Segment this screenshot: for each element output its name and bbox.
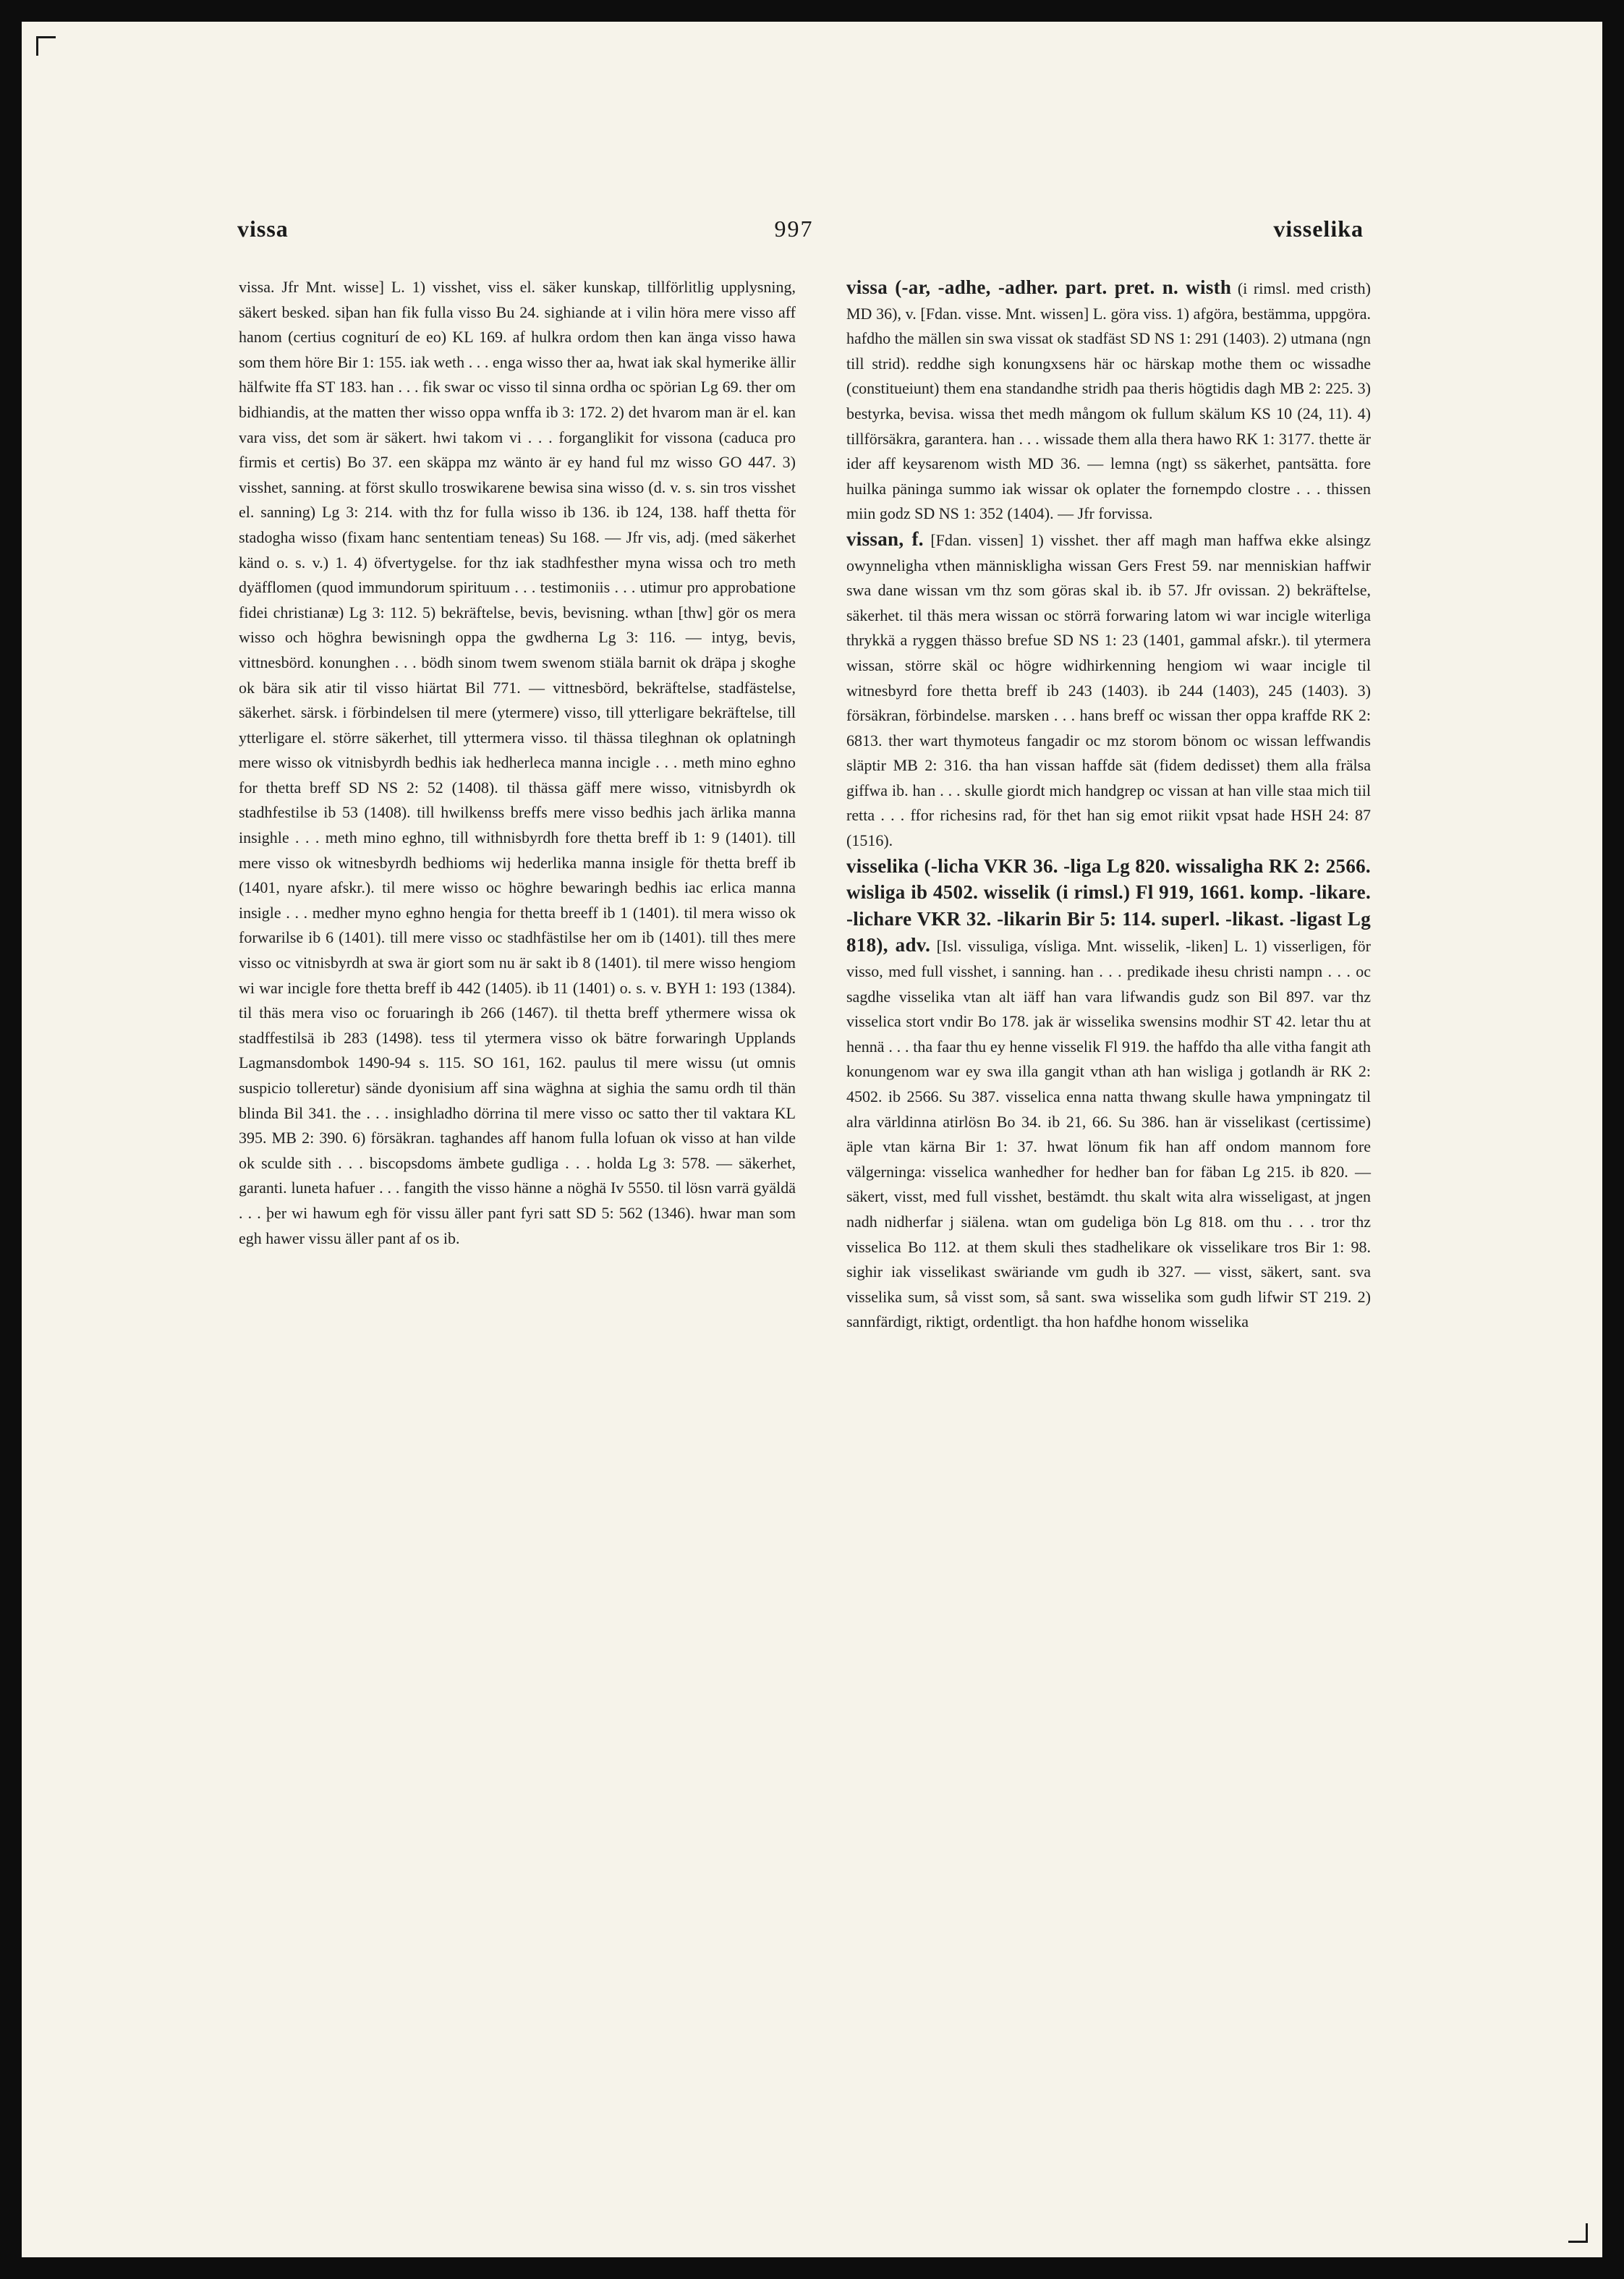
left-column bbox=[239, 275, 796, 1251]
entry-headword: vissa (-ar, -adhe, -adher. part. pret. n. wisth bbox=[846, 276, 1232, 298]
running-header bbox=[224, 216, 1364, 252]
entry-vissa-verb bbox=[846, 275, 1371, 527]
crop-mark-top-left bbox=[36, 36, 56, 56]
entry-headword: vissan, f. bbox=[846, 527, 924, 550]
entry-body: (i rimsl. med cristh) MD 36), v. [Fdan. visse. Mnt. wissen] L. göra viss. 1) afgöra, bestämma, uppgöra. hafdho the mällen sin swa vissat ok stadfäst SD NS 1: 291 (1403). 2) utmana (ngn till strid). reddhe sigh konungxsens här oc härskap mothe them oc wissadhe (constitueiunt) them ena standandhe stridh paa theris högtidis dagh MB 2: 225. 3) bestyrka, bevisa. wissa thet medh mångom ok fullum skälum KS 10 (24, 11). 4) tillförsäkra, garantera. han . . . wissade them alla thera hawo RK 1: 3177. thette är ider aff keysarenom wisth MD 36. — lemna (ngt) ss säkerhet, pantsätta. fore huilka päninga summo iak wissar ok oplater the fornempdo clostre . . . thissen miin godz SD NS 1: 352 (1404). — Jfr forvissa. bbox=[846, 279, 1371, 523]
crop-mark-bottom-right bbox=[1568, 2223, 1588, 2243]
entry-body: [Isl. vissuliga, vísliga. Mnt. wisselik, -liken] L. 1) visserligen, för visso, med full visshet, i sanning. han . . . predikade ihesu christi nampn . . . oc sagdhe visselika vtan alt iäff han vara lifwandis gudz son Bil 897. var thz visselica stort vndir Bo 178. jak är wisselika swensins modhir ST 42. letar thu at hennä . . . tha faar thu ey henne visselik Fl 919. the haffdo tha alle vitha fangit ath konungenom war ey swa illa gangit vthan ath han wisliga j gotlandh är RK 2: 4502. ib 2566. Su 387. visselica enna natta thwang skulle hawa ympningatz til alra världinna atirlösn Bo 34. ib 21, 66. Su 386. han är visselikast (certissime) äple vtan kärna Bir 1: 37. hwat lönum fik han aff ondom mannom fore välgerninga: visselica wanhedher for hedher ban for fäban Lg 215. ib 820. — säkert, visst, med full visshet, bestämdt. thu skalt wita alra wisseligast, at jngen nadh nidherfar j siälena. wtan om gudeliga bön Lg 818. om thu . . . tror thz visselica Bo 112. at them skuli thes stadhelikare ok visselikare tros Bir 1: 98. sighir iak visselikast swäriande vm gudh ib 327. — visst, säkert, sant. sva visselika sum, så visst som, så sant. swa wisselika som gudh lifwir ST 219. 2) sannfärdigt, riktigt, ordentligt. tha hon hafdhe honom wisselika bbox=[846, 937, 1372, 1331]
entry-body: [Fdan. vissen] 1) visshet. ther aff magh man haffwa ekke alsingz owynneligha vthen människligha wissan Gers Frest 59. nar menniskian haffwir swa dane wissan vm thz som göras skal ib. ib 57. Jfr ovissan. 2) bekräftelse, säkerhet. til thäs mera wissan oc störrä forwaring latom wi war incigle witerliga thrykkä a ryggen thässo brefue SD NS 1: 23 (1401, gammal afskr.). til ytermera wissan, större skäl oc högre widhirkenning hengiom wi waar incigle til witnesbyrd fore thetta breff ib 243 (1403). ib 244 (1403), 245 (1403). 3) försäkran, förbindelse. marsken . . . hans breff oc wissan ther oppa kraffde RK 2: 6813. ther wart thymoteus fangadir oc mz storom bönom oc wissan leffwandis släptir MB 2: 316. tha han vissan haffde sät (fidem dedisset) them alla frälsa giffwa ib. han . . . skulle giordt mich handgrep oc vissan at han ville staa mich tiil retta . . . ffor richesins rad, för thet han sig emot riikit vpsat hade HSH 24: 87 (1516). bbox=[846, 530, 1372, 850]
entry-vissan bbox=[846, 527, 1371, 854]
page-number: 997 bbox=[774, 216, 814, 242]
entry-visselika bbox=[846, 854, 1371, 1335]
header-right-guideword: visselika bbox=[1273, 216, 1364, 242]
entry-headword: visselika (-licha VKR 36. -liga Lg 820. wissaligha RK 2: 2566. wisliga ib 4502. wisselik (i rimsl.) Fl 919, 1661. komp. -likare. -lichare VKR 32. -likarin Bir 5: 114. superl. -likast. -ligast Lg 818), adv. bbox=[846, 854, 1371, 956]
dictionary-page bbox=[22, 22, 1602, 2257]
header-left-guideword: vissa bbox=[237, 216, 289, 242]
entry-vissa-noun-text: vissa. Jfr Mnt. wisse] L. 1) visshet, viss el. säker kunskap, tillförlitlig upplysning, säkert besked. siþan han fik fulla visso Bu 24. sighiande at i vilin höra mere visso aff hanom (certius cogniturí de eo) KL 169. af hulkra ordom then kan änga visso hawa som them höre Bir 1: 155. iak weth . . . enga wisso ther aa, hwat iak skal hymerike ällir hälfwite ffa ST 183. han . . . fik swar oc visso til sinna ordha oc spörian Lg 69. ther om bidhiandis, at the matten ther wisso oppa wnffa ib 3: 172. 2) det hvarom man är el. kan vara viss, det som är säkert. hwi takom vi . . . forganglikit for vissona (caduca pro firmis et certis) Bo 37. een skäppa mz wänto är ey hand ful mz wisso GO 447. 3) visshet, sanning. at först skullo troswikarene bewisa sina wisso (d. v. s. sin tros visshet el. sanning) Lg 3: 214. with thz for fulla wisso ib 136. ib 124, 138. haff thetta för stadogha wisso (fixam hanc sententiam teneas) Su 168. — Jfr vis, adj. (med säkerhet känd o. s. v.) 1. 4) öfvertygelse. for thz iak stadhfesther myna wissa och tro meth dyäfflomen (quod immundorum spirituum . . . testimoniis . . . utimur pro approbatione fidei christianæ) Lg 3: 112. 5) bekräftelse, bevis, bevisning. wthan [thw] gör os mera wisso och höghra bewisningh oppa the gwdherna Lg 3: 116. — intyg, bevis, vittnesbörd. konunghen . . . bödh sinom twem swenom stiäla barnit ok dräpa j skoghe ok bära sik atir til visso hiärtat Bil 771. — vittnesbörd, bekräftelse, stadfästelse, säkerhet. särsk. i förbindelsen til mere (ytermere) visso, till ytterligare bekräftelse, till ytterligare el. större säkerhet, till yttermera visso. til thässa tileghnan ok oplatningh mere wisso ok vitnisbyrdh bedhis iak hedherleca manna incigle . . . meth mino eghno for thetta breff SD NS 2: 52 (1408). til thässa gäff mere wisso, vitnisbyrdh ok stadhfestilse ib 53 (1408). till hwilkenss breffs mere visso bedhis jach ärlika manna insighle . . . meth mino eghno, till withnisbyrdh fore thetta breff ib 1: 9 (1401). till mere visso ok witnesbyrdh bedhioms wij hederlika manna insigle för thetta breff ib (1401, nyare afskr.). til mere wisso oc höghre bewaringh bedhis iac erlica manna insigle . . . medher myno eghno hengia for thetta breeff ib 1 (1401). til mera wisso ok forwarilse ib 6 (1401). till mere visso oc stadhfästilse her om ib (1401). till thes mere visso oc vitnisbyrdh at swa är giort som nu är sakt ib 8 (1401). til mere wisso hengiom wi war incigle fore thetta breff ib 442 (1405). ib 11 (1401) o. s. v. BYH 1: 193 (1384). til thäs mera viso oc foruaringh ib 266 (1467). til thetta breff ythermere wissa ok stadffestilsä ib 283 (1498). tess til ytermera visso ok bätre forwaringh Upplands Lagmansdombok 1490-94 s. 115. SO 161, 162. paulus til mere wissu (ut omnis suspicio tolleretur) sände dyonisium aff sina wäghna at sighia the samu ordh til thän blinda Bil 341. the . . . insighladho dörrina til mere visso oc satto ther til vaktara KL 395. MB 2: 390. 6) försäkran. taghandes aff hanom fulla lofuan ok visso at han vilde ok sculde sith . . . biscopsdoms ämbete gudliga . . . holda Lg 3: 578. — säkerhet, garanti. luneta hafuer . . . fangith the visso hänne a nöghä Iv 5550. til lösn varrä gyäldä . . . þer wi hawum egh för vissu äller pant fyri satt SD 5: 562 (1346). hwar man som egh hawer vissu äller pant af os ib. bbox=[239, 278, 796, 1247]
right-column bbox=[846, 275, 1371, 1335]
